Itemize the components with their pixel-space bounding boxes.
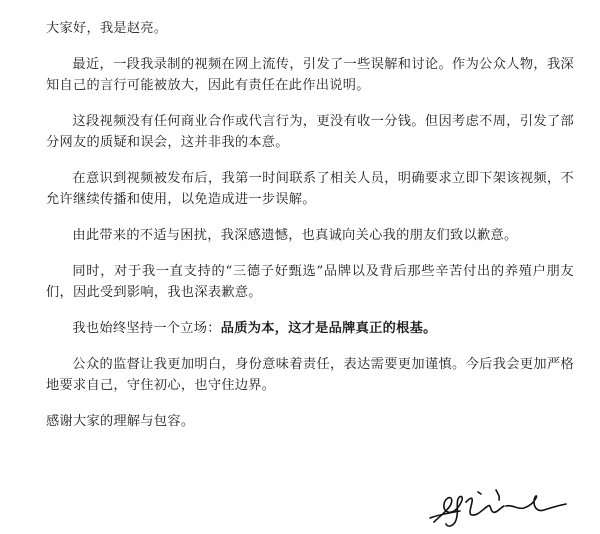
- closing-line: 感谢大家的理解与包容。: [46, 414, 195, 429]
- paragraph-2: 这段视频没有任何商业合作或代言行为，更没有收一分钱。但因考虑不周，引发了部分网友的质疑和误会，这并非我的本意。: [46, 114, 574, 150]
- paragraph-6: [46, 318, 574, 339]
- paragraph-6-lead: 我也始终坚持一个立场：: [72, 321, 221, 336]
- paragraph-4: 由此带来的不适与困扰，我深感遗憾，也真诚向关心我的朋友们致以歉意。: [72, 228, 518, 243]
- handwritten-signature-icon: [426, 482, 576, 530]
- greeting: 大家好，我是赵亮。: [46, 21, 168, 36]
- paragraph-3: 在意识到视频被发布后，我第一时间联系了相关人员，明确要求立即下架该视频，不允许继续传播和使用，以免造成进一步误解。: [46, 171, 574, 207]
- paragraph-1: 最近，一段我录制的视频在网上流传，引发了一些误解和讨论。作为公众人物，我深知自己的言行可能被放大，因此有责任在此作出说明。: [46, 57, 574, 93]
- paragraph-6-emphasis: 品质为本，这才是品牌真正的根基。: [220, 321, 437, 336]
- paragraph-7: 公众的监督让我更加明白，身份意味着责任，表达需要更加谨慎。今后我会更加严格地要求自己，守住初心，也守住边界。: [46, 357, 574, 393]
- paragraph-5: 同时，对于我一直支持的“三德子好甄选”品牌以及背后那些辛苦付出的养殖户朋友们，因此受到影响，我也深表歉意。: [46, 264, 574, 300]
